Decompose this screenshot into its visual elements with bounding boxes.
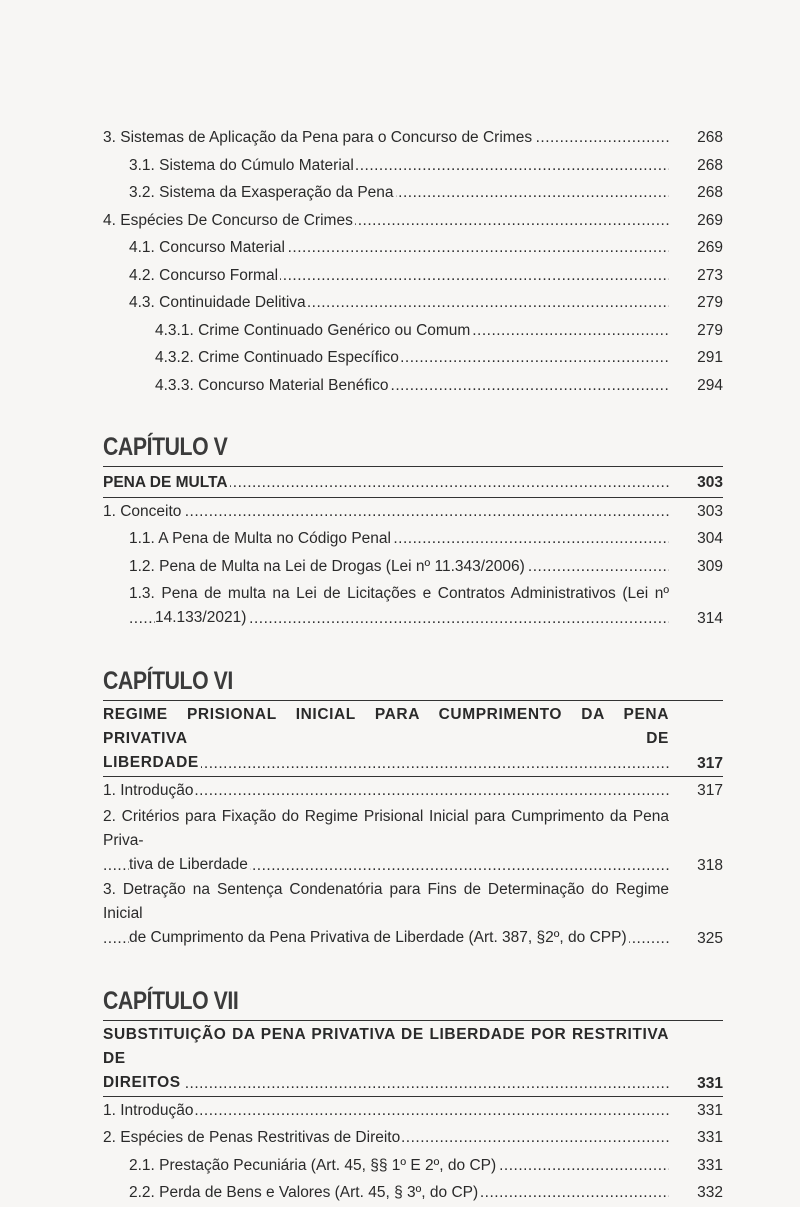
section-page: 317 [697,755,723,772]
toc-entry-label-cont: tiva de Liberdade [129,855,248,873]
toc-entry[interactable] [103,878,723,951]
toc-entry-page: 325 [697,929,723,947]
toc-entry[interactable] [103,553,723,581]
section-entry[interactable] [103,703,723,777]
toc-entry-label: 2.1. Prestação Pecuniária (Art. 45, §§ 1º E 2º, do CP) [129,1156,497,1174]
chapter-heading: CAPÍTULO V [103,433,228,461]
toc-entry-page: 279 [697,321,723,339]
toc-entry[interactable] [103,525,723,553]
section-page: 303 [697,474,723,491]
section-label: REGIME PRISIONAL INICIAL PARA CUMPRIMENTO DA PENA PRIVATIVA DE [103,703,669,751]
toc-entry[interactable] [103,777,723,805]
toc-entry-label: 1. Conceito [103,502,182,520]
toc-entry[interactable] [103,207,723,235]
toc-entry-label: 1. Introdução [103,1101,194,1119]
chapter-heading: CAPÍTULO VI [103,667,233,695]
toc-entry-label: 4. Espécies De Concurso de Crimes [103,211,353,229]
toc-entry-page: 314 [697,610,723,627]
toc-entry-label: 1.1. A Pena de Multa no Código Penal [129,530,391,547]
toc-entry[interactable] [103,582,723,631]
toc-entry-label: 2.2. Perda de Bens e Valores (Art. 45, § 3º, do CP) [129,1184,479,1201]
toc-entry-page: 268 [697,156,723,174]
section-label-cont: LIBERDADE [103,754,199,771]
section-entry[interactable] [103,469,723,498]
toc-entry-label: 4.3. Continuidade Delitiva [129,294,306,311]
toc-entry-page: 317 [697,782,723,799]
toc-entry-page: 273 [697,266,723,284]
toc-entry-page: 304 [697,530,723,547]
toc-top-list [103,124,723,399]
toc-entry[interactable] [103,179,723,207]
toc-entry-page: 279 [697,294,723,311]
toc-entry[interactable] [103,805,723,878]
chapter-7 [103,987,723,1207]
toc-entry[interactable] [103,1179,723,1207]
section-page: 331 [697,1074,723,1092]
toc-entry[interactable] [103,289,723,317]
toc-entry-label: 4.1. Concurso Material [129,239,285,256]
chapter-heading: CAPÍTULO VII [103,986,239,1015]
toc-entry-label: 3. Detração na Sentença Condenatória para Fins de Determinação do Regime Inicial [103,878,669,926]
toc-entry-page: 331 [697,1101,723,1119]
toc-entry-label: 4.2. Concurso Formal [129,266,279,284]
toc-entry-page: 269 [697,211,723,229]
toc-entry[interactable] [103,498,723,526]
toc-entry-label: 3.1. Sistema do Cúmulo Material [129,156,354,174]
section-label-cont: DIREITOS [103,1073,181,1091]
toc-entry-page: 318 [697,856,723,874]
toc-entry-page: 303 [697,502,723,520]
toc-entry-label-cont: 14.133/2021) [155,609,247,626]
toc-entry[interactable] [103,372,723,400]
toc-entry-label: 4.3.3. Concurso Material Benéfico [155,376,389,394]
chapter-6 [103,667,723,951]
toc-entry[interactable] [103,124,723,152]
section-entry[interactable] [103,1023,723,1097]
toc-entry-label: 4.3.2. Crime Continuado Específico [155,349,399,366]
toc-entry-page: 269 [697,239,723,256]
chapter-5 [103,433,723,631]
toc-entry-page: 294 [697,376,723,394]
toc-entry-page: 331 [697,1129,723,1146]
toc-entry[interactable] [103,1152,723,1180]
toc-entry[interactable] [103,317,723,345]
toc-entry-page: 268 [697,129,723,146]
toc-entry-label: 1. Introdução [103,782,194,799]
toc-entry-label: 4.3.1. Crime Continuado Genérico ou Comum [155,321,471,339]
table-of-contents [103,124,723,1207]
toc-entry[interactable] [103,262,723,290]
toc-entry-page: 309 [697,557,723,575]
toc-entry-label-cont: de Cumprimento da Pena Privativa de Liberdade (Art. 387, §2º, do CPP) [129,928,627,946]
toc-entry-label: 3. Sistemas de Aplicação da Pena para o Concurso de Crimes [103,129,533,146]
toc-entry[interactable] [103,344,723,372]
toc-entry[interactable] [103,234,723,262]
section-label: PENA DE MULTA [103,474,228,491]
toc-entry-page: 291 [697,349,723,366]
toc-entry-label: 3.2. Sistema da Exasperação da Pena [129,184,394,201]
toc-entry[interactable] [103,152,723,180]
toc-entry-label: 1.2. Pena de Multa na Lei de Drogas (Lei nº 11.343/2006) [129,557,525,575]
toc-entry-page: 268 [697,184,723,201]
toc-entry-label: 2. Critérios para Fixação do Regime Prisional Inicial para Cumprimento da Pena Priva- [103,805,669,853]
toc-entry[interactable] [103,1124,723,1152]
toc-entry-page: 331 [697,1156,723,1174]
toc-entry-label: 2. Espécies de Penas Restritivas de Direito [103,1129,401,1146]
toc-entry[interactable] [103,1097,723,1125]
toc-entry-page: 332 [697,1184,723,1201]
toc-entry-label: 1.3. Pena de multa na Lei de Licitações e Contratos Administrativos (Lei nº [129,582,669,606]
section-label: SUBSTITUIÇÃO DA PENA PRIVATIVA DE LIBERDADE POR RESTRITIVA DE [103,1023,669,1071]
